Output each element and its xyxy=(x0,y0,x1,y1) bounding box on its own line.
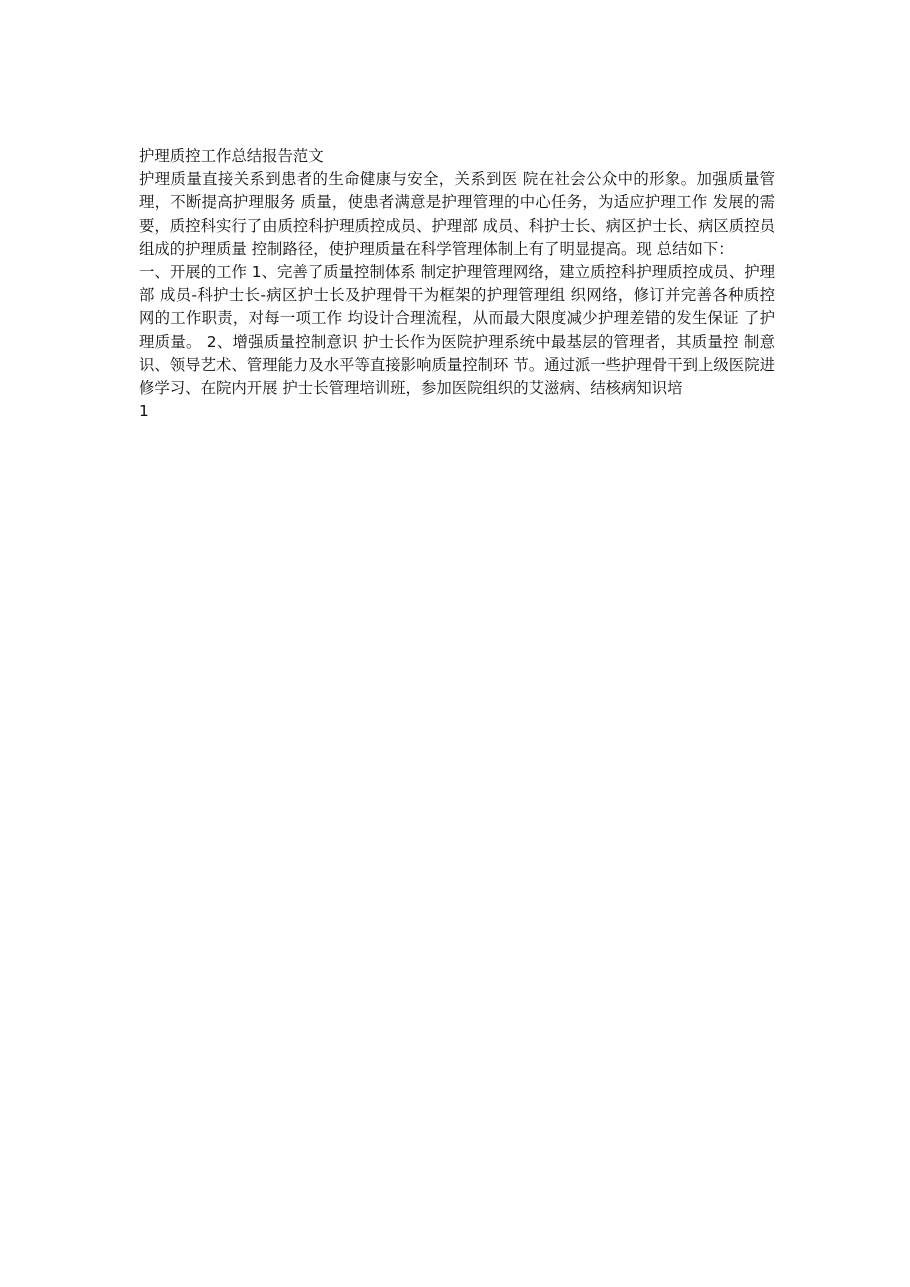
document-title: 护理质控工作总结报告范文 xyxy=(139,147,324,165)
page-number: 1 xyxy=(139,402,149,421)
document-body xyxy=(139,145,775,423)
paragraph-work-done: 一、开展的工作 1、完善了质量控制体系 制定护理管理网络，建立质控科护理质控成员、护理部 成员-科护士长-病区护士长及护理骨干为框架的护理管理组 织网络，修订并完善各种质控网的工作职责，对每一项工作 均设计合理流程，从而最大限度减少护理差错的发生保证 了护理质量。 2、增强质量控制意识 护士长作为医院护理系统中最基层的管理者，其质量控 制意识、领导艺术、管理能力及水平等直接影响质量控制环 节。通过派一些护理骨干到上级医院进修学习、在院内开展 护士长管理培训班，参加医院组织的艾滋病、结核病知识培 xyxy=(139,263,775,398)
paragraph-intro: 护理质量直接关系到患者的生命健康与安全，关系到医 院在社会公众中的形象。加强质量管理，不断提高护理服务 质量，使患者满意是护理管理的中心任务，为适应护理工作 发展的需要，质控科实行了由质控科护理质控成员、护理部 成员、科护士长、病区护士长、病区质控员组成的护理质量 控制路径，使护理质量在科学管理体制上有了明显提高。现 总结如下： xyxy=(139,170,775,258)
